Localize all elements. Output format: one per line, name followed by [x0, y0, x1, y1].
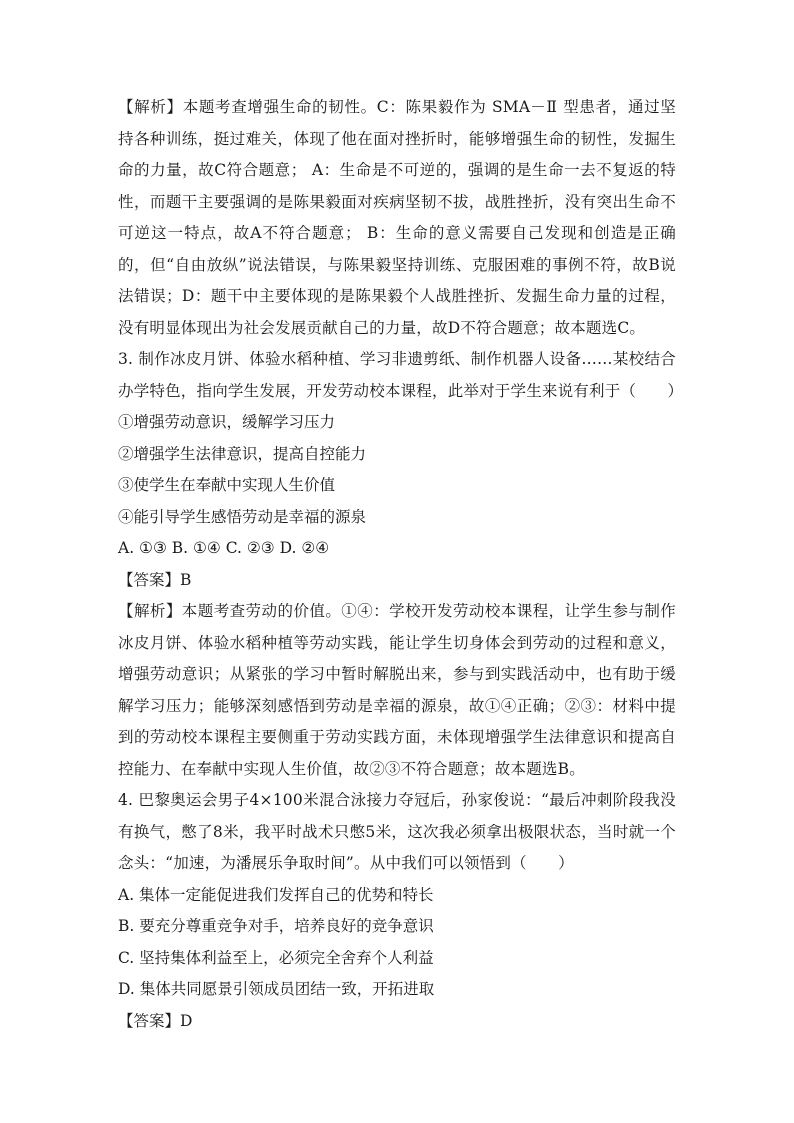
- question-4-option-c: C. 坚持集体利益至上，必须完全舍弃个人利益: [118, 948, 434, 967]
- question-3-stem: 3. 制作冰皮月饼、体验水稻种植、学习非遗剪纸、制作机器人设备……某校结合办学特色，指向学生发展，开发劳动校本课程，此举对于学生来说有利于（ ）: [118, 350, 684, 400]
- question-3-statement-1: ①增强劳动意识，缓解学习压力: [118, 413, 336, 431]
- question-4-stem: 4. 巴黎奥运会男子4×100米混合泳接力夺冠后，孙家俊说：“最后冲刺阶段我没有换气，憋了8米，我平时战术只憋5米，这次我必须拿出极限状态，当时就一个念头：“加速，为潘展乐争取时间”。从中我们可以领悟到（ ）: [118, 791, 676, 872]
- question-3-statement-3: ③使学生在奉献中实现人生价值: [118, 476, 336, 494]
- document-page: [118, 92, 684, 1037]
- question-3-analysis: 【解析】本题考查劳动的价值。①④：学校开发劳动校本课程，让学生参与制作冰皮月饼、体验水稻种植等劳动实践，能让学生切身体会到劳动的过程和意义，增强劳动意识；从紧张的学习中暂时解脱出来，参与到实践活动中，也有助于缓解学习压力；能够深刻感悟到劳动是幸福的源泉，故①④正确；②③：材料中提到的劳动校本课程主要侧重于劳动实践方面，未体现增强学生法律意识和提高自控能力、在奉献中实现人生价值，故②③不符合题意；故本题选B。: [118, 602, 676, 778]
- question-4-option-b: B. 要充分尊重竞争对手，培养良好的竞争意识: [118, 917, 434, 935]
- question-3-choices: A. ①③ B. ①④ C. ②③ D. ②④: [118, 539, 330, 557]
- question-4-option-d: D. 集体共同愿景引领成员团结一致，开拓进取: [118, 980, 435, 998]
- question-3-answer: 【答案】B: [118, 570, 192, 589]
- question-3-statement-2: ②增强学生法律意识，提高自控能力: [118, 444, 367, 463]
- analysis-paragraph: 【解析】本题考查增强生命的韧性。C：陈果毅作为 SMA－Ⅱ 型患者，通过坚持各种训练，挺过难关，体现了他在面对挫折时，能够增强生命的韧性，发掘生命的力量，故C符合题意； A：生命是不可逆的，强调的是生命一去不复返的特性，而题干主要强调的是陈果毅面对疾病坚韧不拔，战胜挫折，没有突出生命不可逆这一特点，故A不符合题意； B：生命的意义需要自己发现和创造是正确的，但“自由放纵”说法错误，与陈果毅坚持训练、克服困难的事例不符，故B说法错误；D：题干中主要体现的是陈果毅个人战胜挫折、发掘生命力量的过程，没有明显体现出为社会发展贡献自己的力量，故D不符合题意；故本题选C。: [118, 98, 676, 337]
- question-4-option-a: A. 集体一定能促进我们发挥自己的优势和特长: [118, 885, 434, 904]
- question-3-statement-4: ④能引导学生感悟劳动是幸福的源泉: [118, 507, 367, 526]
- question-4-answer: 【答案】D: [118, 1011, 193, 1030]
